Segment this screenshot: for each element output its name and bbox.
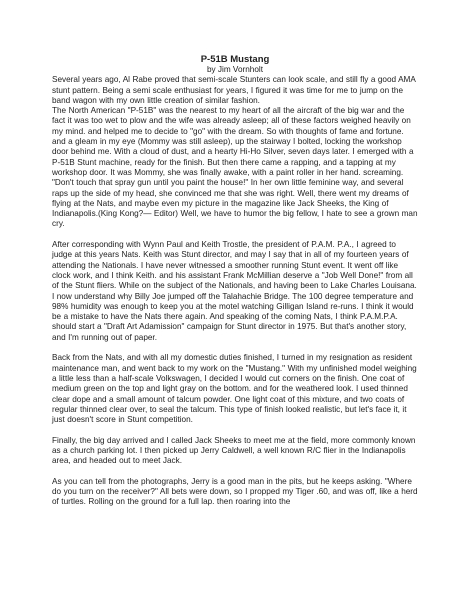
- article-title: P-51B Mustang: [200, 54, 270, 65]
- article-body: [52, 54, 418, 508]
- paragraph-gap: [52, 425, 418, 435]
- article-byline: by Jim Vornholt: [207, 65, 263, 74]
- paragraph-gap: [52, 230, 418, 240]
- paragraph-1: Several years ago, Al Rabe proved that semi-scale Stunters can look scale, and still fly a good AMA stunt pattern. Being a semi scale enthusiast for years, I figured it was time for me to jump on the band wagon with my own little creation of similar fashion. The North American "P-51B" was the nearest to my heart of all the aircraft of the big war and the fact it was too wet to plow and the wife was already asleep; all of these factors weighed heavily on my mind. and helped me to decide to "go" with the dream. So with thoughts of fame and fortune. and a gleam in my eye (Mommy was still asleep), up the stairway I bolted, locking the workshop door behind me. With a cloud of dust, and a hearty Hi-Ho Silver, seven days later. I emerged with a P-51B Stunt machine, ready for the finish. But then there came a rapping, and a tapping at my workshop door. It was Mommy, she was finally awake, with a paint roller in her hand. screaming. "Don't touch that spray gun until you paint the house!" In her own little feminine way, and several raps up the side of my head, she convinced me that she was right. Well, there went my dreams of flying at the Nats, and maybe even my picture in the magazine like Jack Sheeks, the King of Indianapolis.(King Kong?— Editor) Well, we have to humor the big fellow, I hate to see a grown man cry.: [52, 75, 418, 229]
- paragraph-3: Back from the Nats, and with all my domestic duties finished, I turned in my resignation as resident maintenance man, and went back to my work on the "Mustang." With my unfinished model weighing a little less than a half-scale Volkswagen, I decided I would cut corners on the finish. One coat of medium green on the top and light gray on the bottom. and for the weathered look. I used thinned clear dope and a small amount of talcum powder. One light coat of this mixture, and two coats of regular thinned clear over, to seal the talcum. This type of finish looked realistic, but let's face it, it just doesn't score in Stunt competition.: [52, 353, 417, 425]
- paragraph-2: After corresponding with Wynn Paul and Keith Trostle, the president of P.A.M. P.A., I agreed to judge at this years Nats. Keith was Stunt director, and may I say that in all of my fourteen years of attending the Nationals. I have never witnessed a smoother running Stunt event. It went off like clock work, and I think Keith. and his assistant Frank McMillian deserve a "Job Well Done!" from all of the Stunt fliers. While on the subject of the Nationals, and having been to Lake Charles Louisana. I now understand why Billy Joe jumped off the Talahachie Bridge. The 100 degree temperature and 98% humidity was enough to keep you at the motel watching Gilligan Island re-runs. I think it would be a mistake to have the Nats there again. And speaking of the coming Nats, I think P.A.M.P.A. should start a "Draft Art Adamission" campaign for Stunt director in 1975. But that's another story, and I'm running out of paper.: [52, 240, 417, 342]
- paragraph-4: Finally, the big day arrived and I called Jack Sheeks to meet me at the field, more commonly known as a church parking lot. I then picked up Jerry Caldwell, a well known R/C flier in the Indianapolis area, and headed out to meet Jack.: [52, 435, 416, 466]
- paragraph-gap: [52, 343, 418, 353]
- paragraph-5: As you can tell from the photographs, Jerry is a good man in the pits, but he keeps asking. "Where do you turn on the receiver?" All bets were down, so I propped my Tiger .60, and was off, like a herd of turtles. Rolling on the ground for a full lap. then roaring into the: [52, 476, 418, 507]
- paragraph-gap: [52, 467, 418, 477]
